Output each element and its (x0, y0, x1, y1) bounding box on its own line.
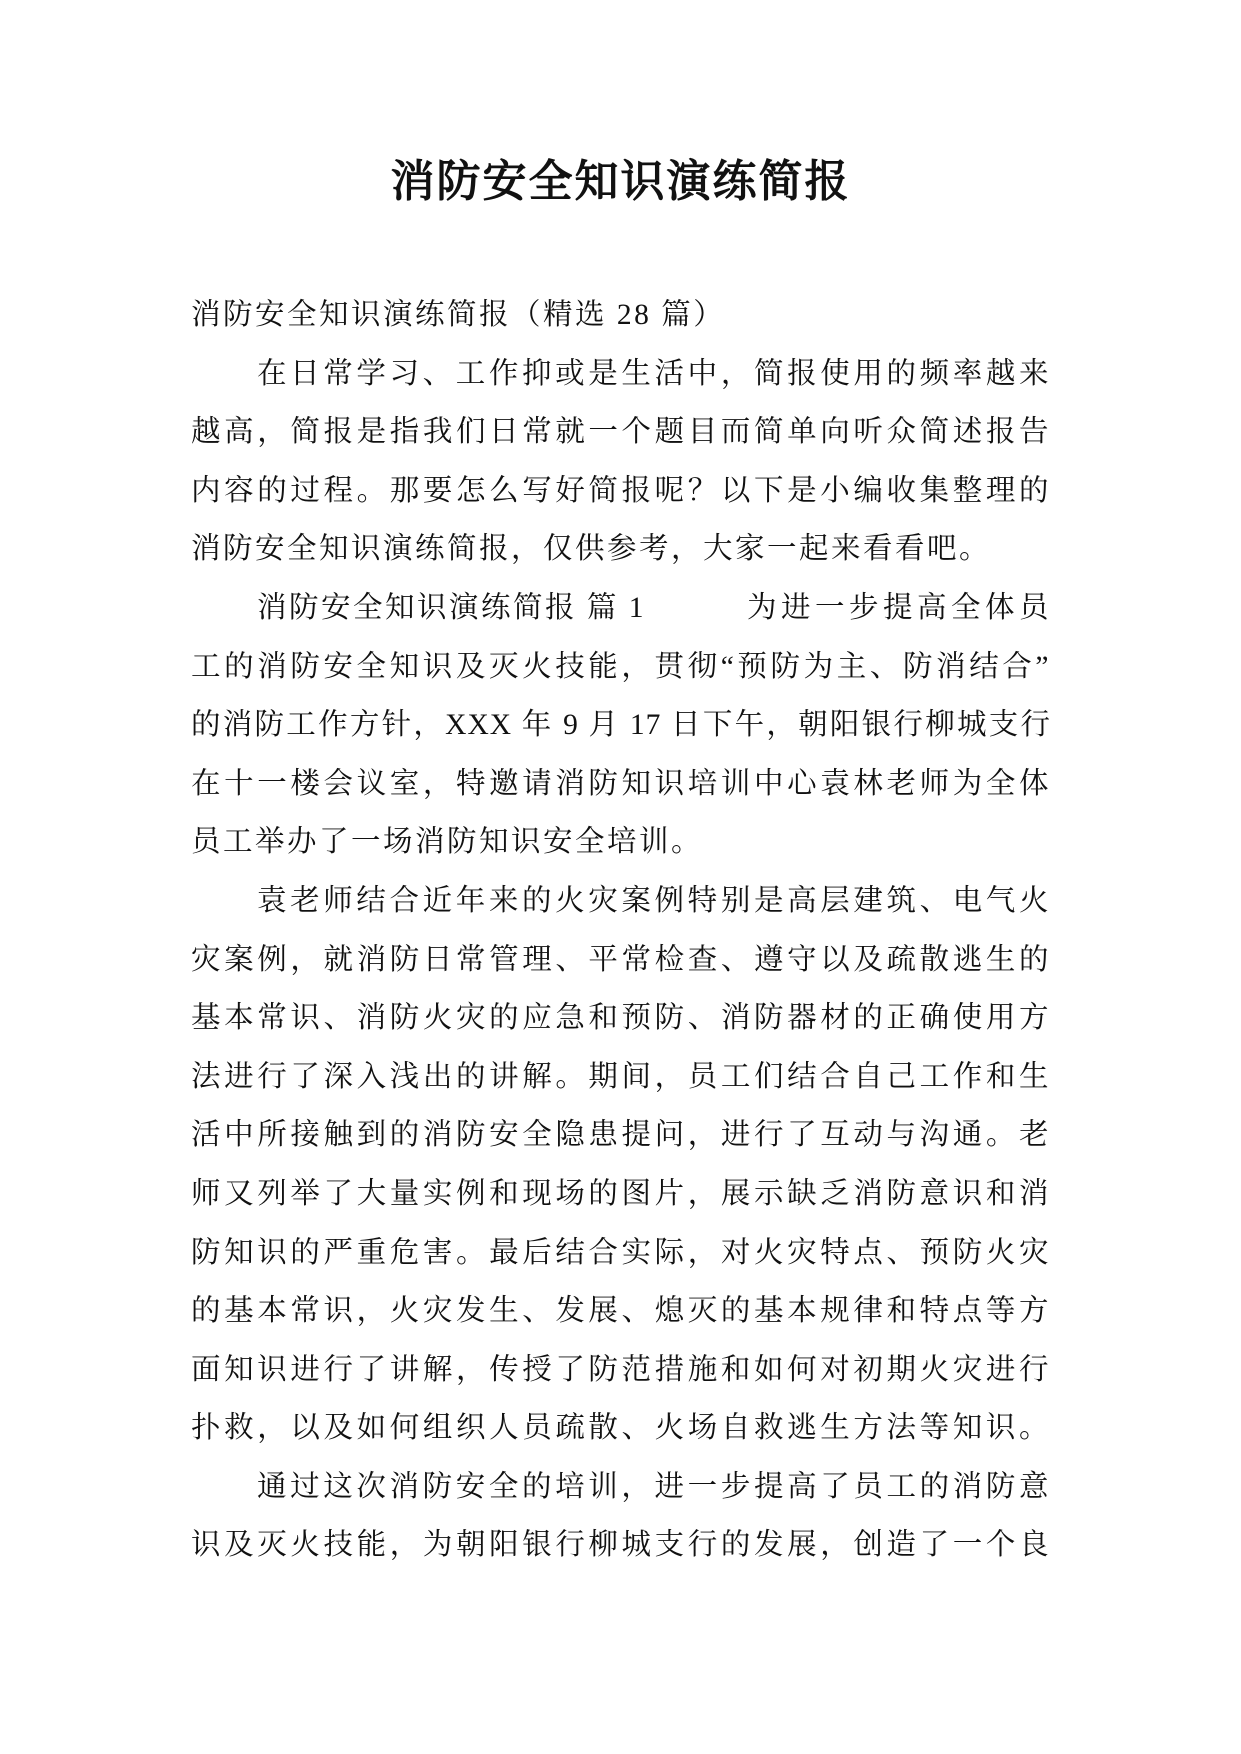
document-title: 消防安全知识演练简报 (390, 156, 851, 207)
document-body (191, 286, 1051, 1575)
text-line: 在十一楼会议室，特邀请消防知识培训中心袁林老师为全体 (191, 767, 1051, 800)
text-line: 的消防工作方针，XXX 年 9 月 17 日下午，朝阳银行柳城支行 (191, 709, 1051, 742)
paragraph-conclusion (191, 1458, 1051, 1575)
text-line: 防知识的严重危害。最后结合实际，对火灾特点、预防火灾 (191, 1236, 1051, 1269)
paragraph-intro (191, 345, 1051, 579)
text-line: 面知识进行了讲解，传授了防范措施和如何对初期火灾进行 (191, 1353, 1051, 1386)
text-line: 基本常识、消防火灾的应急和预防、消防器材的正确使用方 (191, 1002, 1051, 1035)
text-line: 活中所接触到的消防安全隐患提问，进行了互动与沟通。老 (191, 1119, 1051, 1152)
text-line: 内容的过程。那要怎么写好简报呢？以下是小编收集整理的 (191, 474, 1051, 507)
text-line: 扑救，以及如何组织人员疏散、火场自救逃生方法等知识。 (191, 1412, 1051, 1445)
text-line: 识及灭火技能，为朝阳银行柳城支行的发展，创造了一个良 (191, 1529, 1051, 1562)
text-line: 员工举办了一场消防知识安全培训。 (191, 826, 704, 859)
text-line: 消防安全知识演练简报，仅供参考，大家一起来看看吧。 (191, 533, 992, 566)
text-line: 工的消防安全知识及灭火技能，贯彻“预防为主、防消结合” (191, 650, 1051, 683)
text-line: 越高，简报是指我们日常就一个题目而简单向听众简述报告 (191, 416, 1051, 449)
text-line: 袁老师结合近年来的火灾案例特别是高层建筑、电气火 (257, 884, 1051, 917)
text-line: 灾案例，就消防日常管理、平常检查、遵守以及疏散逃生的 (191, 943, 1051, 976)
section-heading: 消防安全知识演练简报 篇 1 (257, 591, 647, 624)
text-line: 的基本常识，火灾发生、发展、熄灭的基本规律和特点等方 (191, 1295, 1051, 1328)
text-line: 师又列举了大量实例和现场的图片，展示缺乏消防意识和消 (191, 1177, 1051, 1210)
text-line: 在日常学习、工作抑或是生活中，简报使用的频率越来 (257, 357, 1051, 390)
text-line-continuation: 为进一步提高全体员 (747, 591, 1051, 624)
intro-line: 消防安全知识演练简报（精选 28 篇） (191, 299, 726, 331)
paragraph-training-details (191, 872, 1051, 1458)
paragraph-section-1 (191, 579, 1051, 872)
text-line: 通过这次消防安全的培训，进一步提高了员工的消防意 (257, 1470, 1051, 1503)
text-line (191, 579, 1051, 638)
text-line: 法进行了深入浅出的讲解。期间，员工们结合自己工作和生 (191, 1060, 1051, 1093)
